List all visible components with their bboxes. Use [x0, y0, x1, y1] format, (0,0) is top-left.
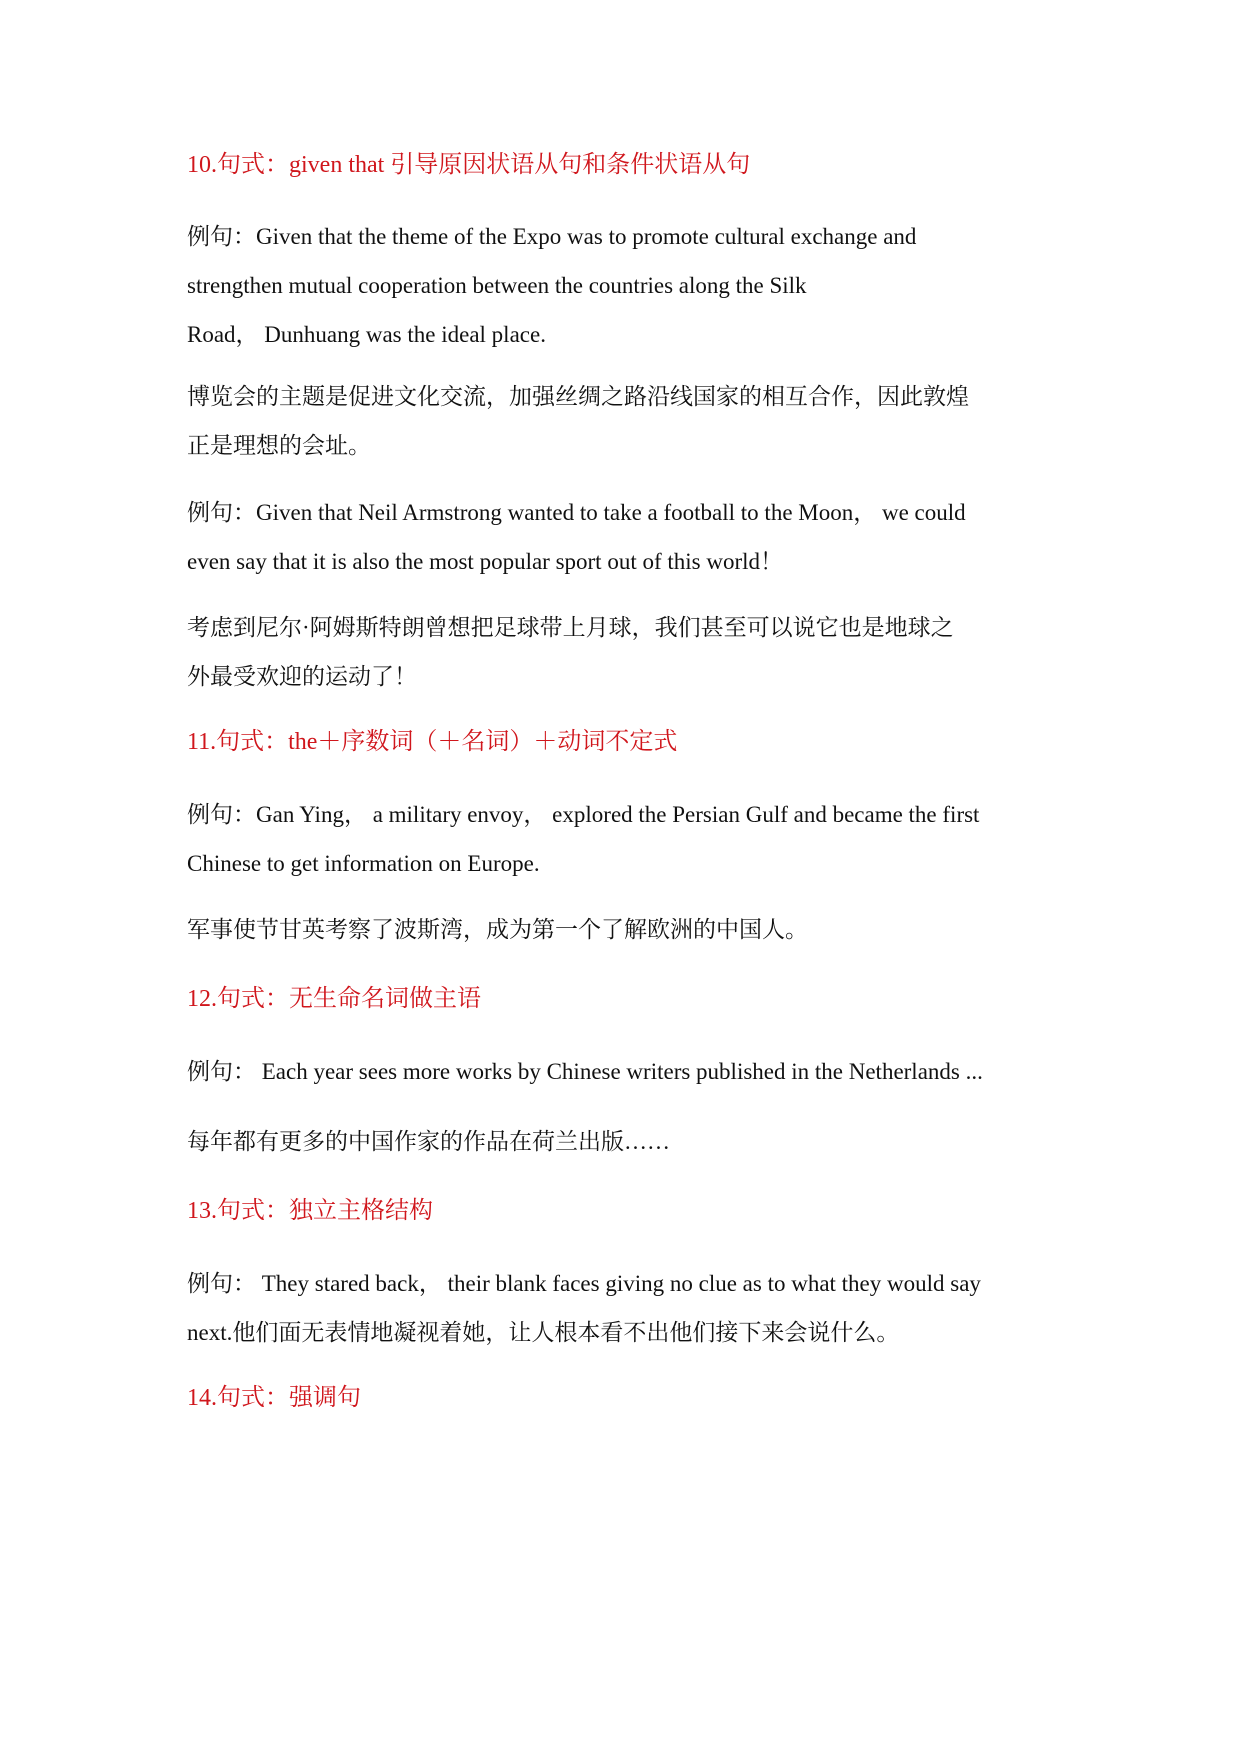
- section-heading-13: [187, 1187, 1067, 1236]
- translation-line: 外最受欢迎的运动了！: [187, 664, 417, 689]
- example-line: 例句：Given that Neil Armstrong wanted to take a football to the Moon， we could: [187, 500, 966, 525]
- section-heading-11: [187, 718, 1067, 767]
- example-line: 例句：Gan Ying， a military envoy， explored the Persian Gulf and became the first: [187, 802, 980, 827]
- translation-line: 博览会的主题是促进文化交流，加强丝绸之路沿线国家的相互合作，因此敦煌: [187, 384, 969, 409]
- example-line: Chinese to get information on Europe.: [187, 851, 540, 876]
- translation-zh-11-1: [187, 905, 1067, 954]
- heading-text: 12.句式：无生命名词做主语: [187, 986, 481, 1012]
- heading-text: 13.句式：独立主格结构: [187, 1198, 433, 1224]
- translation-line: 每年都有更多的中国作家的作品在荷兰出版……: [187, 1129, 670, 1154]
- example-line: 例句： They stared back， their blank faces giving no clue as to what they would say: [187, 1271, 981, 1296]
- example-en-10-2: [187, 488, 1067, 586]
- heading-text: 14.句式：强调句: [187, 1385, 361, 1411]
- heading-text: 10.句式：given that 引导原因状语从句和条件状语从句: [187, 152, 751, 178]
- translation-zh-10-1: [187, 372, 1067, 470]
- section-heading-12: [187, 975, 1067, 1024]
- heading-text: 11.句式：the＋序数词（＋名词）＋动词不定式: [187, 729, 678, 755]
- translation-line: 正是理想的会址。: [187, 433, 371, 458]
- example-line: strengthen mutual cooperation between the countries along the Silk: [187, 273, 807, 298]
- example-line: next.他们面无表情地凝视着她，让人根本看不出他们接下来会说什么。: [187, 1320, 900, 1345]
- translation-line: 军事使节甘英考察了波斯湾，成为第一个了解欧洲的中国人。: [187, 917, 808, 942]
- translation-zh-10-2: [187, 603, 1067, 701]
- example-en-10-1: [187, 212, 1067, 359]
- example-line: even say that it is also the most popular sport out of this world！: [187, 549, 784, 574]
- example-en-12-1: [187, 1047, 1067, 1096]
- example-line: 例句：Given that the theme of the Expo was to promote cultural exchange and: [187, 224, 917, 249]
- example-line: Road， Dunhuang was the ideal place.: [187, 322, 546, 347]
- translation-zh-12-1: [187, 1117, 1067, 1166]
- example-en-13-1: [187, 1259, 1067, 1357]
- example-line: 例句： Each year sees more works by Chinese writers published in the Netherlands ...: [187, 1059, 983, 1084]
- example-en-11-1: [187, 790, 1067, 888]
- section-heading-14: [187, 1374, 1067, 1423]
- section-heading-10: [187, 141, 1067, 190]
- translation-line: 考虑到尼尔·阿姆斯特朗曾想把足球带上月球，我们甚至可以说它也是地球之: [187, 615, 954, 640]
